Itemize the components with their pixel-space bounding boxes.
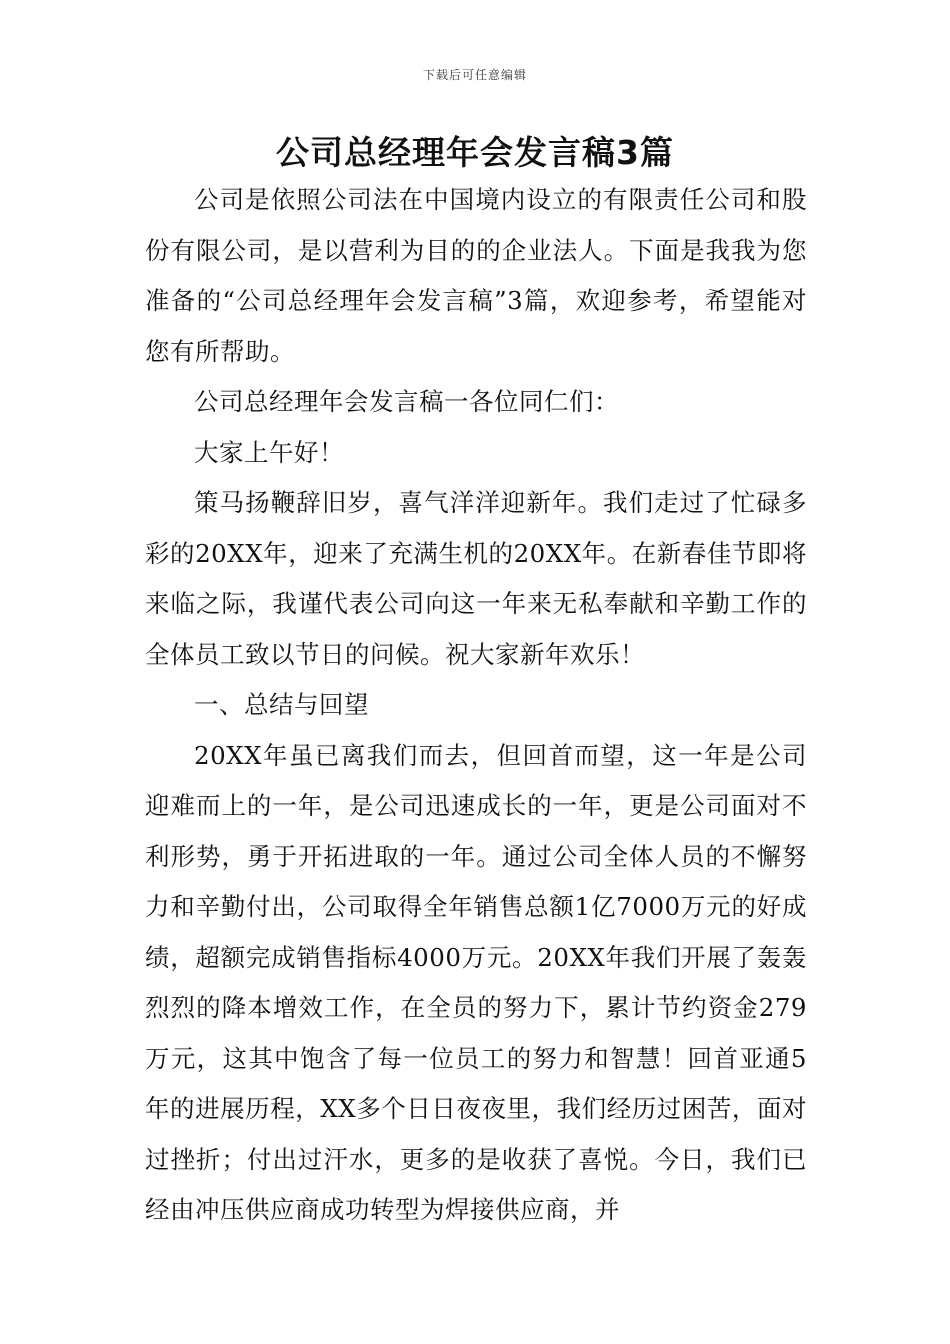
document-title: 公司总经理年会发言稿3篇 bbox=[276, 133, 674, 172]
new-year-paragraph: 策马扬鞭辞旧岁，喜气洋洋迎新年。我们走过了忙碌多彩的20XX年，迎来了充满生机的20XX年。在新春佳节即将来临之际，我谨代表公司向这一年来无私奉献和辛勤工作的全体员工致以节日的问候。祝大家新年欢乐！ bbox=[145, 488, 807, 669]
intro-paragraph: 公司是依照公司法在中国境内设立的有限责任公司和股份有限公司，是以营利为目的的企业法人。下面是我我为您准备的“公司总经理年会发言稿”3篇，欢迎参考，希望能对您有所帮助。 bbox=[145, 185, 807, 366]
speech-heading-paragraph: 公司总经理年会发言稿一各位同仁们： bbox=[194, 387, 619, 416]
document-body bbox=[145, 175, 807, 1236]
header-note: 下载后可任意编辑 bbox=[422, 68, 527, 82]
review-paragraph: 20XX年虽已离我们而去，但回首而望，这一年是公司迎难而上的一年，是公司迅速成长的一年，更是公司面对不利形势，勇于开拓进取的一年。通过公司全体人员的不懈努力和辛勤付出，公司取得全年销售总额1亿7000万元的好成绩，超额完成销售指标4000万元。20XX年我们开展了轰轰烈烈的降本增效工作，在全员的努力下，累计节约资金279万元，这其中饱含了每一位员工的努力和智慧！回首亚通5年的进展历程，XX多个日日夜夜里，我们经历过困苦，面对过挫折；付出过汗水，更多的是收获了喜悦。今日，我们已经由冲压供应商成功转型为焊接供应商，并 bbox=[145, 740, 807, 1224]
greeting-paragraph: 大家上午好！ bbox=[194, 437, 344, 467]
section-heading-paragraph: 一、总结与回望 bbox=[194, 690, 369, 719]
